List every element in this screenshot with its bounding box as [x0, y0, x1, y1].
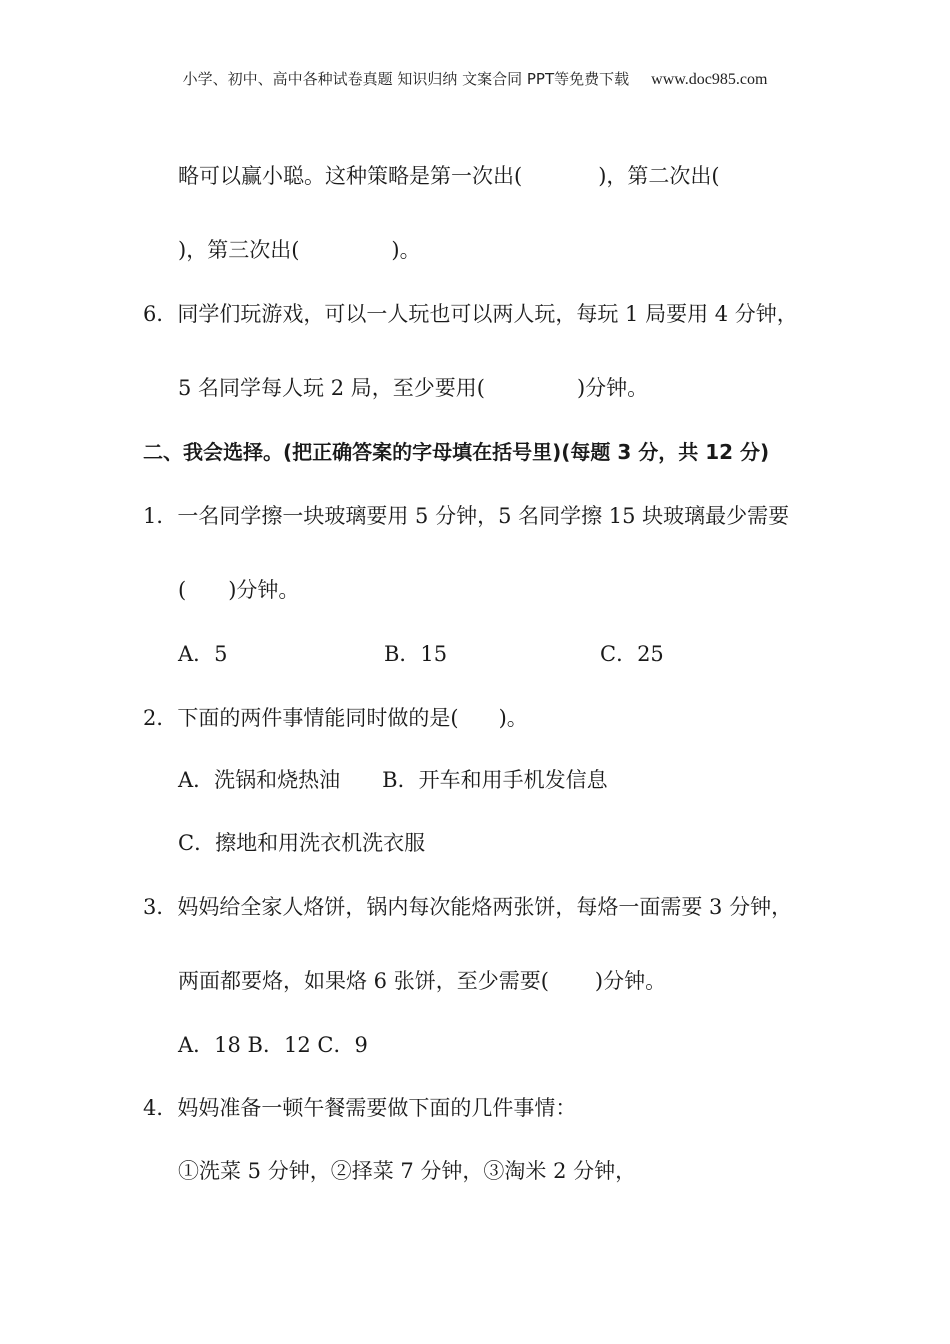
choice-question-1-continued — [178, 580, 299, 601]
header-site: www.doc985.com — [651, 71, 768, 88]
question-6-continued — [178, 378, 648, 399]
text-segment: 两面都要烙，如果烙 6 张饼，至少需要( — [178, 969, 549, 993]
text-segment: )分钟。 — [576, 376, 649, 400]
section-2-title — [143, 442, 769, 462]
choice-question-2 — [143, 708, 528, 729]
choice-question-3 — [143, 897, 792, 918]
options-text: C．擦地和用洗衣机洗衣服 — [178, 831, 426, 855]
line-strategy-continued — [178, 166, 720, 187]
question-text: 1．一名同学擦一块玻璃要用 5 分钟，5 名同学擦 15 块玻璃最少需要 — [143, 504, 790, 528]
section-title-text: 二、我会选择。(把正确答案的字母填在括号里)(每题 3 分，共 12 分) — [143, 440, 770, 464]
choice-question-4-tasks — [178, 1161, 636, 1182]
options-text: A．18 B．12 C．9 — [178, 1033, 368, 1057]
options-text: A．洗锅和烧热油 B．开车和用手机发信息 — [178, 768, 608, 792]
choice-question-2-option-c — [178, 833, 425, 854]
question-text: 4．妈妈准备一顿午餐需要做下面的几件事情： — [143, 1096, 577, 1120]
choice-question-4 — [143, 1098, 576, 1119]
tasks-text: ①洗菜 5 分钟，②择菜 7 分钟，③淘米 2 分钟， — [178, 1159, 637, 1183]
choice-question-3-continued — [178, 971, 666, 992]
question-text: 6．同学们玩游戏，可以一人玩也可以两人玩，每玩 1 局要用 4 分钟， — [143, 302, 798, 326]
text-segment: )分钟。 — [594, 969, 667, 993]
page-header — [0, 68, 950, 89]
question-text: 3．妈妈给全家人烙饼，锅内每次能烙两张饼，每烙一面需要 3 分钟， — [143, 895, 793, 919]
choice-question-2-options-ab — [178, 770, 608, 791]
option-b: B．15 — [384, 642, 448, 666]
text-segment: 略可以赢小聪。这种策略是第一次出( — [178, 164, 523, 188]
option-a: A．5 — [178, 642, 228, 666]
option-c: C．25 — [600, 642, 664, 666]
text-segment: 5 名同学每人玩 2 局，至少要用( — [178, 376, 485, 400]
choice-question-1 — [143, 506, 789, 527]
text-segment: 2．下面的两件事情能同时做的是( — [143, 706, 459, 730]
header-text: 小学、初中、高中各种试卷真题 知识归纳 文案合同 PPT等免费下载 — [182, 70, 630, 88]
choice-question-3-options — [178, 1035, 368, 1056]
text-segment: )。 — [498, 706, 528, 730]
question-6 — [143, 304, 798, 325]
text-segment: )。 — [391, 238, 421, 262]
text-segment: )，第三次出( — [178, 238, 300, 262]
text-segment: )，第二次出( — [598, 164, 720, 188]
line-third-move — [178, 240, 421, 261]
text-segment: )分钟。 — [228, 578, 300, 602]
text-segment: ( — [178, 578, 187, 602]
